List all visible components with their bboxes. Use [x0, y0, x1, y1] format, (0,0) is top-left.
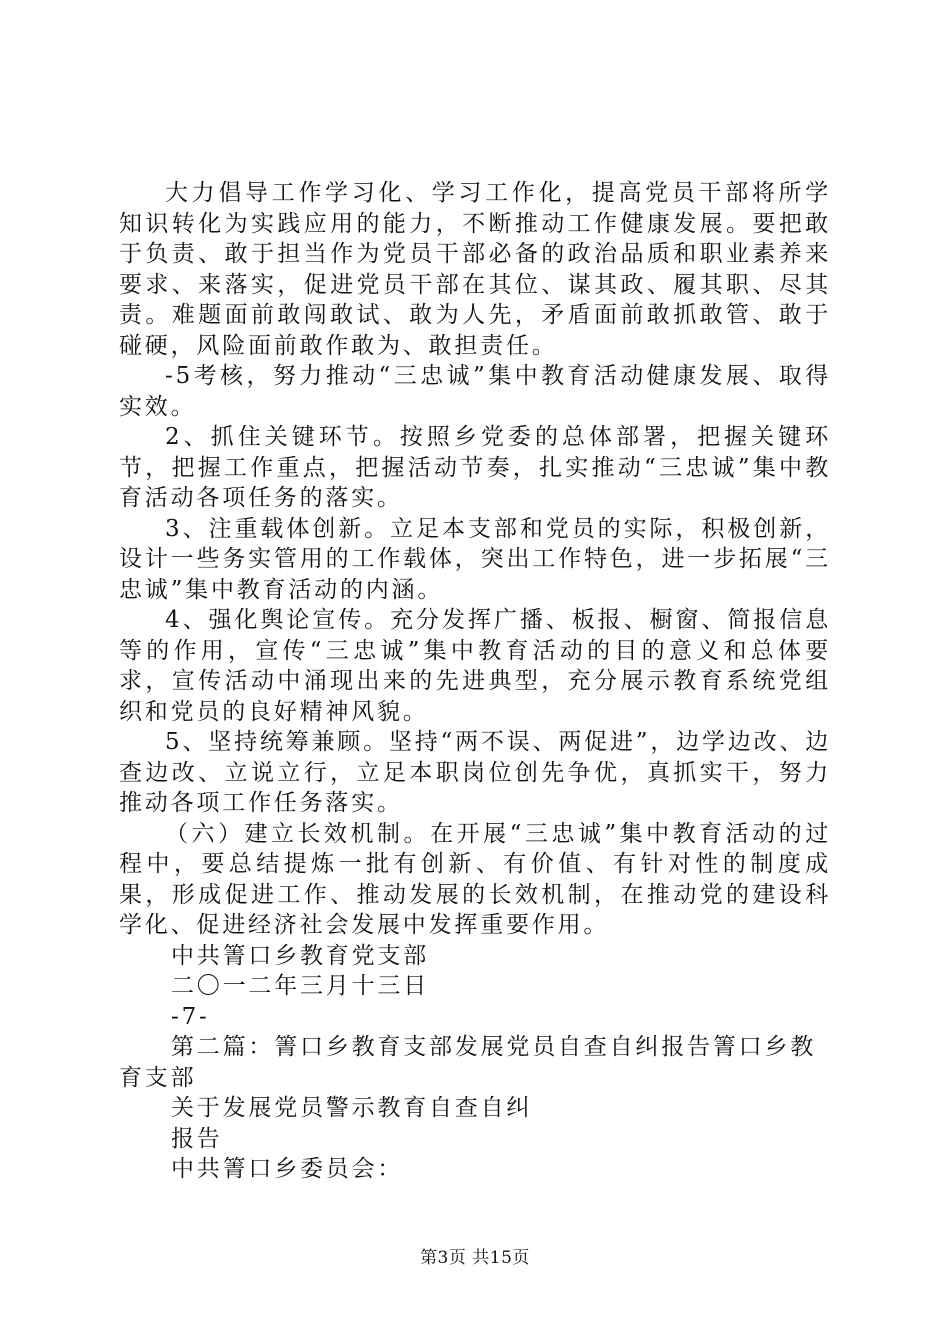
paragraph-study-work: 大力倡导工作学习化、学习工作化，提高党员干部将所学知识转化为实践应用的能力，不断推动工作健康发展。要把敢于负责、敢于担当作为党员干部必备的政治品质和职业素养来要求、来落实，促进党员干部在其位、谋其政、履其职、尽其责。难题面前敢闯敢试、敢为人先，矛盾面前敢抓敢管、敢于碰硬，风险面前敢作敢为、敢担责任。 [119, 180, 831, 359]
paragraph-carrier-innovation: 3、注重载体创新。立足本支部和党员的实际，积极创新，设计一些务实管用的工作载体，突出工作特色，进一步拓展“三忠诚”集中教育活动的内涵。 [119, 515, 831, 603]
page-footer: 第3页 共15页 [420, 1248, 530, 1268]
second-article-subtitle-continued: 报告 [171, 1125, 223, 1152]
second-article-subtitle: 关于发展党员警示教育自查自纠 [171, 1095, 533, 1121]
paragraph-assessment: -5考核，努力推动“三忠诚”集中教育活动健康发展、取得实效。 [119, 363, 831, 420]
page-mark: -7- [171, 1003, 210, 1030]
paragraph-long-term-mechanism: （六）建立长效机制。在开展“三忠诚”集中教育活动的过程中，要总结提炼一批有创新、有价值、有针对性的制度成果，形成促进工作、推动发展的长效机制，在推动党的建设科学化、促进经济社会发展中发挥重要作用。 [119, 820, 831, 938]
signature-organization: 中共箐口乡教育党支部 [171, 942, 429, 969]
addressee: 中共箐口乡委员会： [171, 1156, 404, 1182]
signature-date: 二〇一二年三月十三日 [171, 973, 429, 999]
paragraph-key-links: 2、抓住关键环节。按照乡党委的总体部署，把握关键环节，把握工作重点，把握活动节奏，扎实推动“三忠诚”集中教育活动各项任务的落实。 [119, 424, 831, 511]
paragraph-publicity: 4、强化舆论宣传。充分发挥广播、板报、橱窗、简报信息等的作用，宣传“三忠诚”集中教育活动的目的意义和总体要求，宣传活动中涌现出来的先进典型，充分展示教育系统党组织和党员的良好精神风貌。 [119, 607, 831, 725]
paragraph-overall-planning: 5、坚持统筹兼顾。坚持“两不误、两促进”，边学边改、边查边改、立说立行，立足本职岗位创先争优，真抓实干，努力推动各项工作任务落实。 [119, 729, 831, 816]
document-body [119, 178, 831, 1185]
second-article-title: 第二篇：箐口乡教育支部发展党员自查自纠报告箐口乡教育支部 [119, 1034, 816, 1091]
